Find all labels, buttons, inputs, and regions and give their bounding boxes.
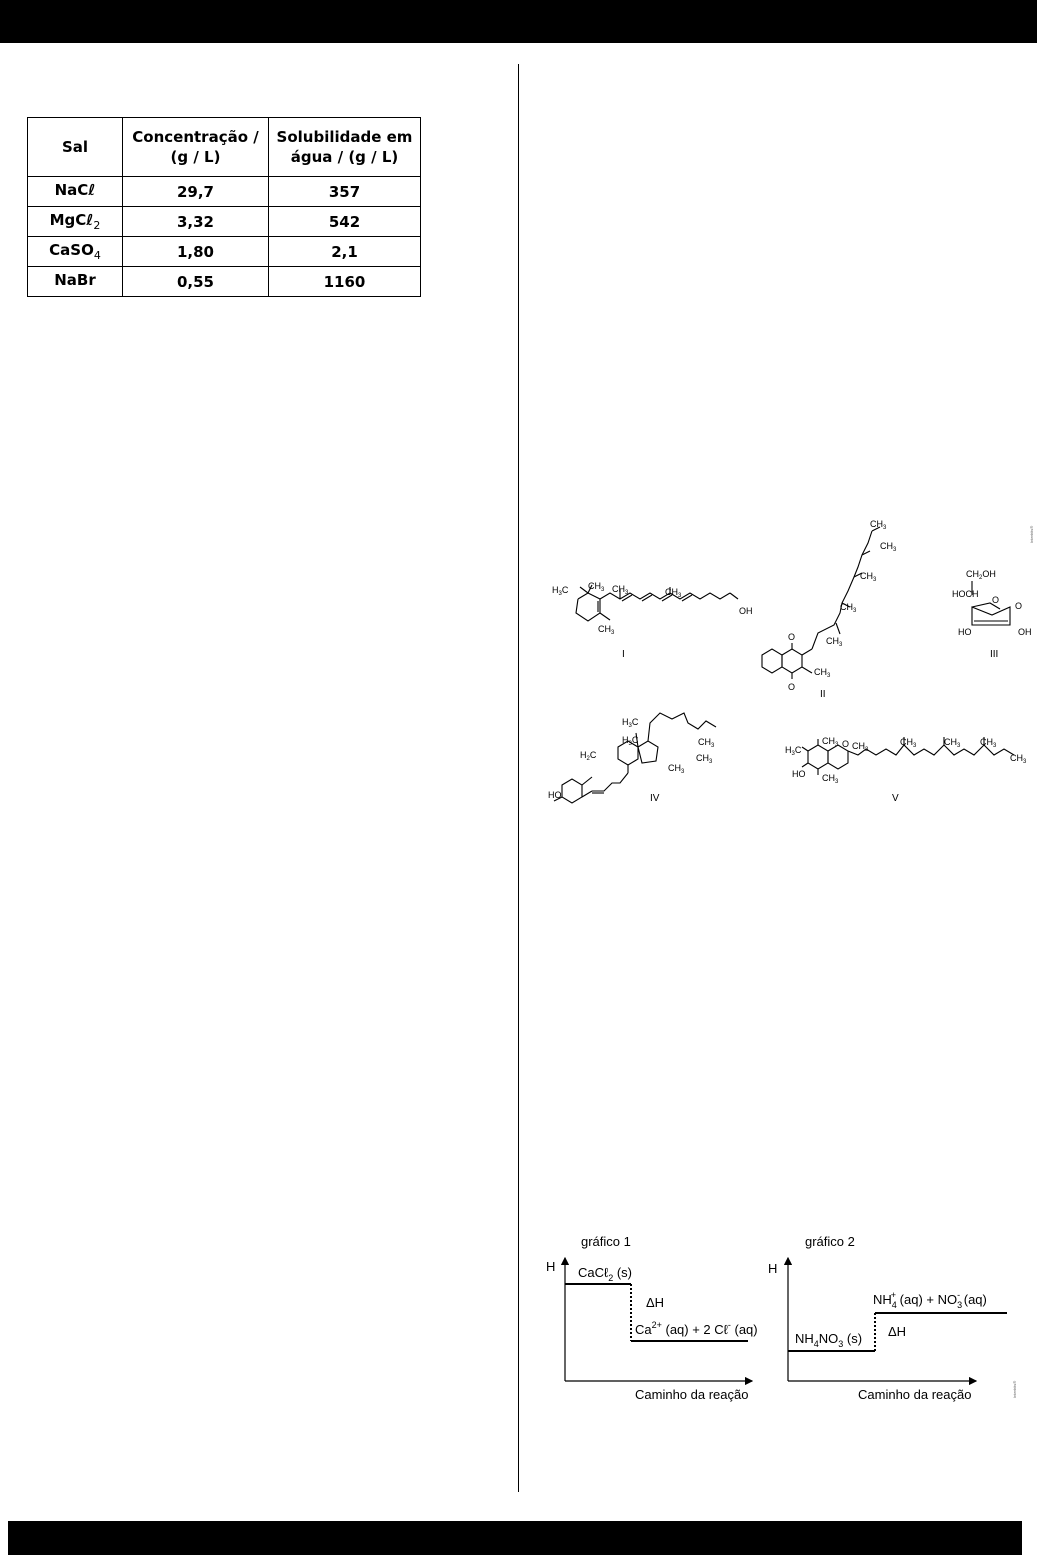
svg-text:CH3: $CH_3$ [900, 737, 917, 749]
svg-text:HO: HO [792, 769, 806, 779]
table-row [28, 177, 421, 207]
graph-2-title: gráfico 2 [805, 1234, 855, 1249]
header-solubilidade: Solubilidade em água / (g / L) [269, 118, 421, 177]
svg-text:CH3: $CH_3$ [860, 571, 877, 583]
cell-sal: MgCℓ$_2$ [28, 207, 123, 237]
cell-concentracao: 1,80 [123, 237, 269, 267]
svg-text:CH3: $CH_3$ [880, 541, 897, 553]
svg-text:CH3: $CH_3$ [665, 587, 682, 599]
table-row [28, 237, 421, 267]
svg-text:HO: HO [958, 627, 972, 637]
svg-text:CH3: $CH_3$ [852, 741, 869, 753]
svg-text:H3C: $H_3C$ [552, 585, 569, 597]
label-IV: IV [650, 793, 660, 804]
column-divider [518, 64, 519, 1492]
svg-text:CH3: $CH_3$ [840, 602, 857, 614]
label-I: I [622, 649, 625, 660]
svg-text:CH3: $CH_3$ [696, 753, 713, 765]
table-row [28, 207, 421, 237]
cell-sal: NaCℓ [28, 177, 123, 207]
table-row [28, 267, 421, 297]
svg-text:HO: HO [548, 790, 562, 800]
table-header-row [28, 118, 421, 177]
cell-concentracao: 0,55 [123, 267, 269, 297]
graph-1-product-label: $Ca^{2+}$ (aq) + 2 Cℓ- (aq) [635, 1320, 758, 1337]
structure-IV [548, 713, 716, 804]
top-black-bar [0, 0, 1037, 43]
enthalpy-graphs-figure [540, 1228, 1020, 1408]
graph-1-y-label: H [546, 1259, 556, 1274]
svg-text:CH3: $CH_3$ [822, 736, 839, 748]
svg-text:O: O [842, 739, 850, 749]
graph-2-product-label: $NH_4+ (aq) + NO_3-$ (aq) [873, 1290, 987, 1310]
cell-solubilidade: 2,1 [269, 237, 421, 267]
cell-solubilidade: 1160 [269, 267, 421, 297]
salt-table [27, 117, 421, 297]
structure-V [785, 736, 1027, 804]
svg-text:CH3: $CH_3$ [870, 519, 887, 531]
structure-III [952, 569, 1032, 660]
header-concentracao: Concentração / (g / L) [123, 118, 269, 177]
svg-text:H3C: $H_3C$ [785, 745, 802, 757]
label-V: V [892, 793, 899, 804]
bottom-black-bar [8, 1521, 1022, 1555]
svg-text:H3C: $H_3C$ [622, 717, 639, 729]
svg-text:OH: OH [1018, 627, 1032, 637]
svg-text:CH3: $CH_3$ [612, 584, 629, 596]
graph-credit: Interbits® [1012, 1380, 1017, 1398]
svg-text:CH3: $CH_3$ [826, 636, 843, 648]
svg-text:CH3: $CH_3$ [1010, 753, 1027, 765]
graph-2-y-label: H [768, 1261, 778, 1276]
figure-credit: Interbits® [1029, 525, 1034, 543]
structure-I [552, 581, 753, 660]
svg-text:CH3: $CH_3$ [668, 763, 685, 775]
cell-sal: CaSO$_4$ [28, 237, 123, 267]
graph-1-title: gráfico 1 [581, 1234, 631, 1249]
svg-text:HOCH: HOCH [952, 589, 979, 599]
svg-text:H3C: $H_3C$ [622, 735, 639, 747]
cell-concentracao: 29,7 [123, 177, 269, 207]
svg-text:CH3: $CH_3$ [588, 581, 605, 593]
label-II: II [820, 689, 826, 700]
vitamin-structures-figure [540, 515, 1037, 815]
cell-sal: NaBr [28, 267, 123, 297]
graph-2-reactant-label: $NH_4NO_3$ (s) [795, 1331, 863, 1349]
svg-text:CH2OH: $CH_2OH$ [966, 569, 996, 581]
svg-text:H2C: $H_2C$ [580, 750, 597, 762]
svg-text:CH3: $CH_3$ [698, 737, 715, 749]
graph-1 [546, 1234, 758, 1402]
header-sal: Sal [28, 118, 123, 177]
cell-solubilidade: 357 [269, 177, 421, 207]
cell-solubilidade: 542 [269, 207, 421, 237]
svg-text:CH3: $CH_3$ [814, 667, 831, 679]
svg-text:O: O [788, 682, 796, 692]
svg-text:CH3: $CH_3$ [598, 624, 615, 636]
graph-1-reactant-label: CaCℓ$_2$ (s) [578, 1265, 633, 1283]
label-III: III [990, 649, 999, 660]
cell-concentracao: 3,32 [123, 207, 269, 237]
graph-2 [768, 1234, 1017, 1402]
svg-text:CH3: $CH_3$ [822, 773, 839, 785]
svg-text:CH3: $CH_3$ [980, 737, 997, 749]
svg-text:O: O [992, 595, 1000, 605]
graph-1-x-label: Caminho da reação [635, 1387, 749, 1402]
structure-II [762, 519, 897, 700]
svg-text:O: O [788, 632, 796, 642]
graph-2-x-label: Caminho da reação [858, 1387, 972, 1402]
svg-text:O: O [1015, 601, 1023, 611]
svg-text:OH: OH [739, 606, 753, 616]
graph-2-delta-h: ΔH [888, 1324, 907, 1339]
graph-1-delta-h: ΔH [646, 1295, 665, 1310]
svg-text:CH3: $CH_3$ [944, 737, 961, 749]
